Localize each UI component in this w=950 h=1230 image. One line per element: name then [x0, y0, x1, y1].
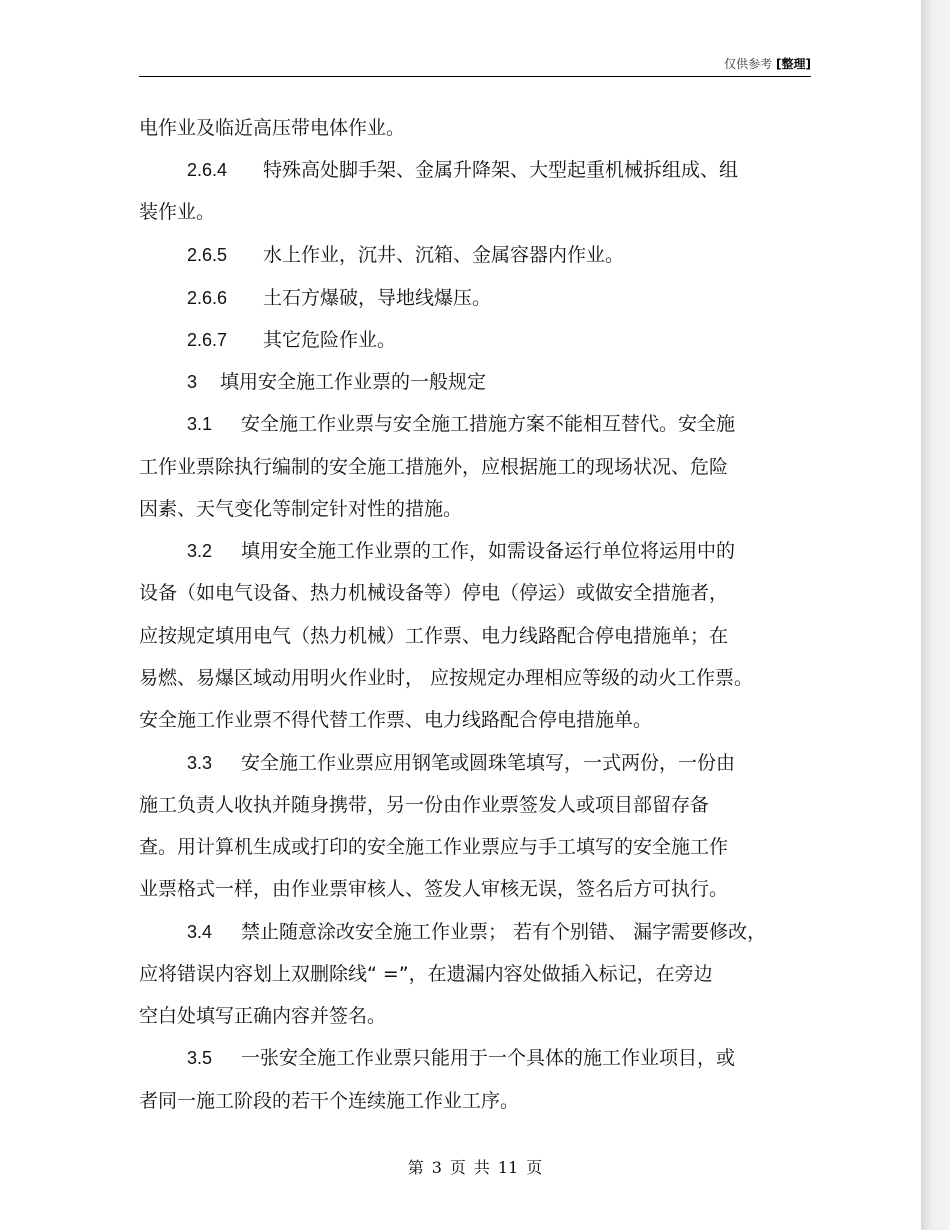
header-rule: [139, 76, 811, 77]
clause-number: 3.2: [187, 541, 213, 561]
clause-text: 禁止随意涂改安全施工作业票； 若有个别错、 漏字需要修改，: [241, 921, 767, 943]
clause-number: 2.6.6: [187, 288, 228, 308]
clause-text: 其它危险作业。: [263, 329, 397, 351]
body-line: 因素、天气变化等制定针对性的措施。: [139, 498, 463, 520]
clause-3-3: [187, 751, 735, 775]
clause-3-2: [187, 539, 735, 563]
clause-number: 2.6.4: [187, 160, 228, 180]
clause-text: 土石方爆破，导地线爆压。: [263, 287, 492, 309]
body-line: 工作业票除执行编制的安全施工措施外，应根据施工的现场状况、危险: [139, 456, 729, 478]
page-edge-shadow: [921, 0, 950, 1230]
clause-number: 2.6.5: [187, 245, 228, 265]
body-line: 安全施工作业票不得代替工作票、电力线路配合停电措施单。: [139, 709, 653, 731]
body-line: 装作业。: [139, 201, 216, 223]
clause-2-6-5: [187, 243, 624, 267]
section-3-heading: [187, 370, 486, 394]
body-line: 应将错误内容划上双删除线“ =”，在遗漏内容处做插入标记，在旁边: [139, 963, 713, 985]
clause-3-1: [187, 412, 735, 436]
body-line: 应按规定填用电气（热力机械）工作票、电力线路配合停电措施单；在: [139, 625, 729, 647]
clause-2-6-7: [187, 328, 396, 352]
clause-text: 一张安全施工作业票只能用于一个具体的施工作业项目，或: [241, 1047, 736, 1069]
body-line: 空白处填写正确内容并签名。: [139, 1005, 387, 1027]
body-line: 电作业及临近高压带电体作业。: [139, 117, 406, 139]
clause-text: 填用安全施工作业票的工作，如需设备运行单位将运用中的: [241, 540, 736, 562]
clause-text: 安全施工作业票应用钢笔或圆珠笔填写，一式两份，一份由: [241, 752, 736, 774]
clause-number: 3.5: [187, 1048, 213, 1068]
clause-number: 3.4: [187, 922, 213, 942]
footer-suffix: 页: [526, 1158, 543, 1177]
footer-page-word: 页: [449, 1158, 466, 1177]
clause-2-6-6: [187, 286, 491, 310]
clause-number: 3.1: [187, 414, 213, 434]
clause-number: 2.6.7: [187, 330, 228, 350]
clause-text: 特殊高处脚手架、金属升降架、大型起重机械拆组成、组: [263, 159, 739, 181]
header-tag: [整理]: [776, 57, 811, 71]
clause-3-5: [187, 1046, 735, 1070]
clause-text: 安全施工作业票与安全施工措施方案不能相互替代。安全施: [241, 413, 736, 435]
clause-text: 水上作业，沉井、沉箱、金属容器内作业。: [263, 244, 625, 266]
header-reference: 仅供参考: [724, 57, 773, 71]
footer-prefix: 第: [407, 1158, 424, 1177]
body-line: 易燃、易爆区域动用明火作业时， 应按规定办理相应等级的动火工作票。: [139, 667, 754, 689]
body-line: 施工负责人收执并随身携带，另一份由作业票签发人或项目部留存备: [139, 794, 710, 816]
footer-total-pages: 11: [497, 1158, 519, 1177]
footer-current-page: 3: [431, 1158, 442, 1177]
body-line: 设备（如电气设备、热力机械设备等）停电（停运）或做安全措施者，: [139, 582, 729, 604]
clause-3-4: [187, 920, 766, 944]
clause-2-6-4: [187, 158, 738, 182]
page-header: [139, 55, 811, 77]
section-number: 3: [187, 372, 198, 392]
body-line: 业票格式一样，由作业票审核人、签发人审核无误，签名后方可执行。: [139, 878, 729, 900]
body-line: 查。用计算机生成或打印的安全施工作业票应与手工填写的安全施工作: [139, 836, 729, 858]
footer-total-word: 共: [473, 1158, 490, 1177]
section-title: 填用安全施工作业票的一般规定: [220, 371, 487, 393]
body-line: 者同一施工阶段的若干个连续施工作业工序。: [139, 1090, 520, 1112]
clause-number: 3.3: [187, 753, 213, 773]
page-footer: [0, 1155, 950, 1178]
